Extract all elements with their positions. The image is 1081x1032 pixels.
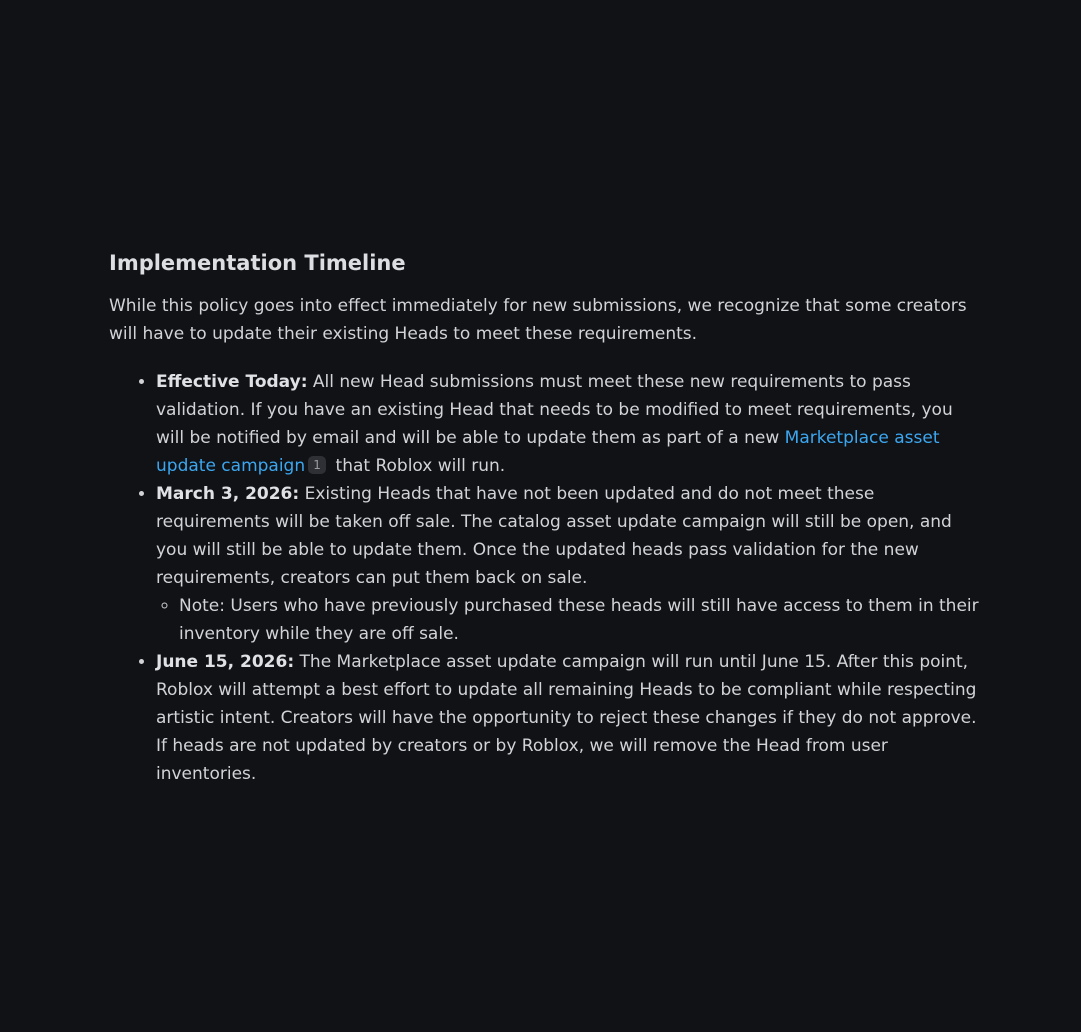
timeline-item-text: Existing Heads that have not been updated and do not meet these requirements will be taken off sale. The catalog asset update campaign will still be open, and you will still be able to update them. Once the updated heads pass validation for the new requirements, creators can put them back on sale.: [156, 484, 952, 588]
timeline-item-text-after-link: that Roblox will run.: [330, 456, 506, 476]
timeline-item-effective-today: [156, 368, 979, 480]
timeline-item-label: Effective Today:: [156, 372, 308, 392]
marketplace-campaign-link[interactable]: Marketplace asset update campaign: [156, 428, 940, 476]
timeline-item-text: All new Head submissions must meet these new requirements to pass validation. If you have an existing Head that needs to be modified to meet requirements, you will be notified by email and will be able to update them as part of a new: [156, 372, 953, 448]
timeline-sub-list: [156, 592, 979, 648]
timeline-item-march-3: [156, 480, 979, 648]
article-content: [109, 248, 979, 788]
timeline-item-label: June 15, 2026:: [156, 652, 295, 672]
timeline-item-text: The Marketplace asset update campaign will run until June 15. After this point, Roblox will attempt a best effort to update all remaining Heads to be compliant while respecting artistic intent. Creators will have the opportunity to reject these changes if they do not approve. If heads are not updated by creators or by Roblox, we will remove the Head from user inventories.: [156, 652, 977, 784]
timeline-item-label: March 3, 2026:: [156, 484, 300, 504]
timeline-list: [109, 368, 979, 788]
timeline-sub-item-note: [179, 592, 979, 648]
timeline-item-june-15: [156, 648, 979, 788]
timeline-sub-item-text: Note: Users who have previously purchased these heads will still have access to them in their inventory while they are off sale.: [179, 596, 979, 644]
footnote-badge[interactable]: 1: [308, 456, 326, 474]
section-title: Implementation Timeline: [109, 251, 406, 275]
intro-paragraph: While this policy goes into effect immediately for new submissions, we recognize that some creators will have to update their existing Heads to meet these requirements.: [109, 296, 967, 344]
